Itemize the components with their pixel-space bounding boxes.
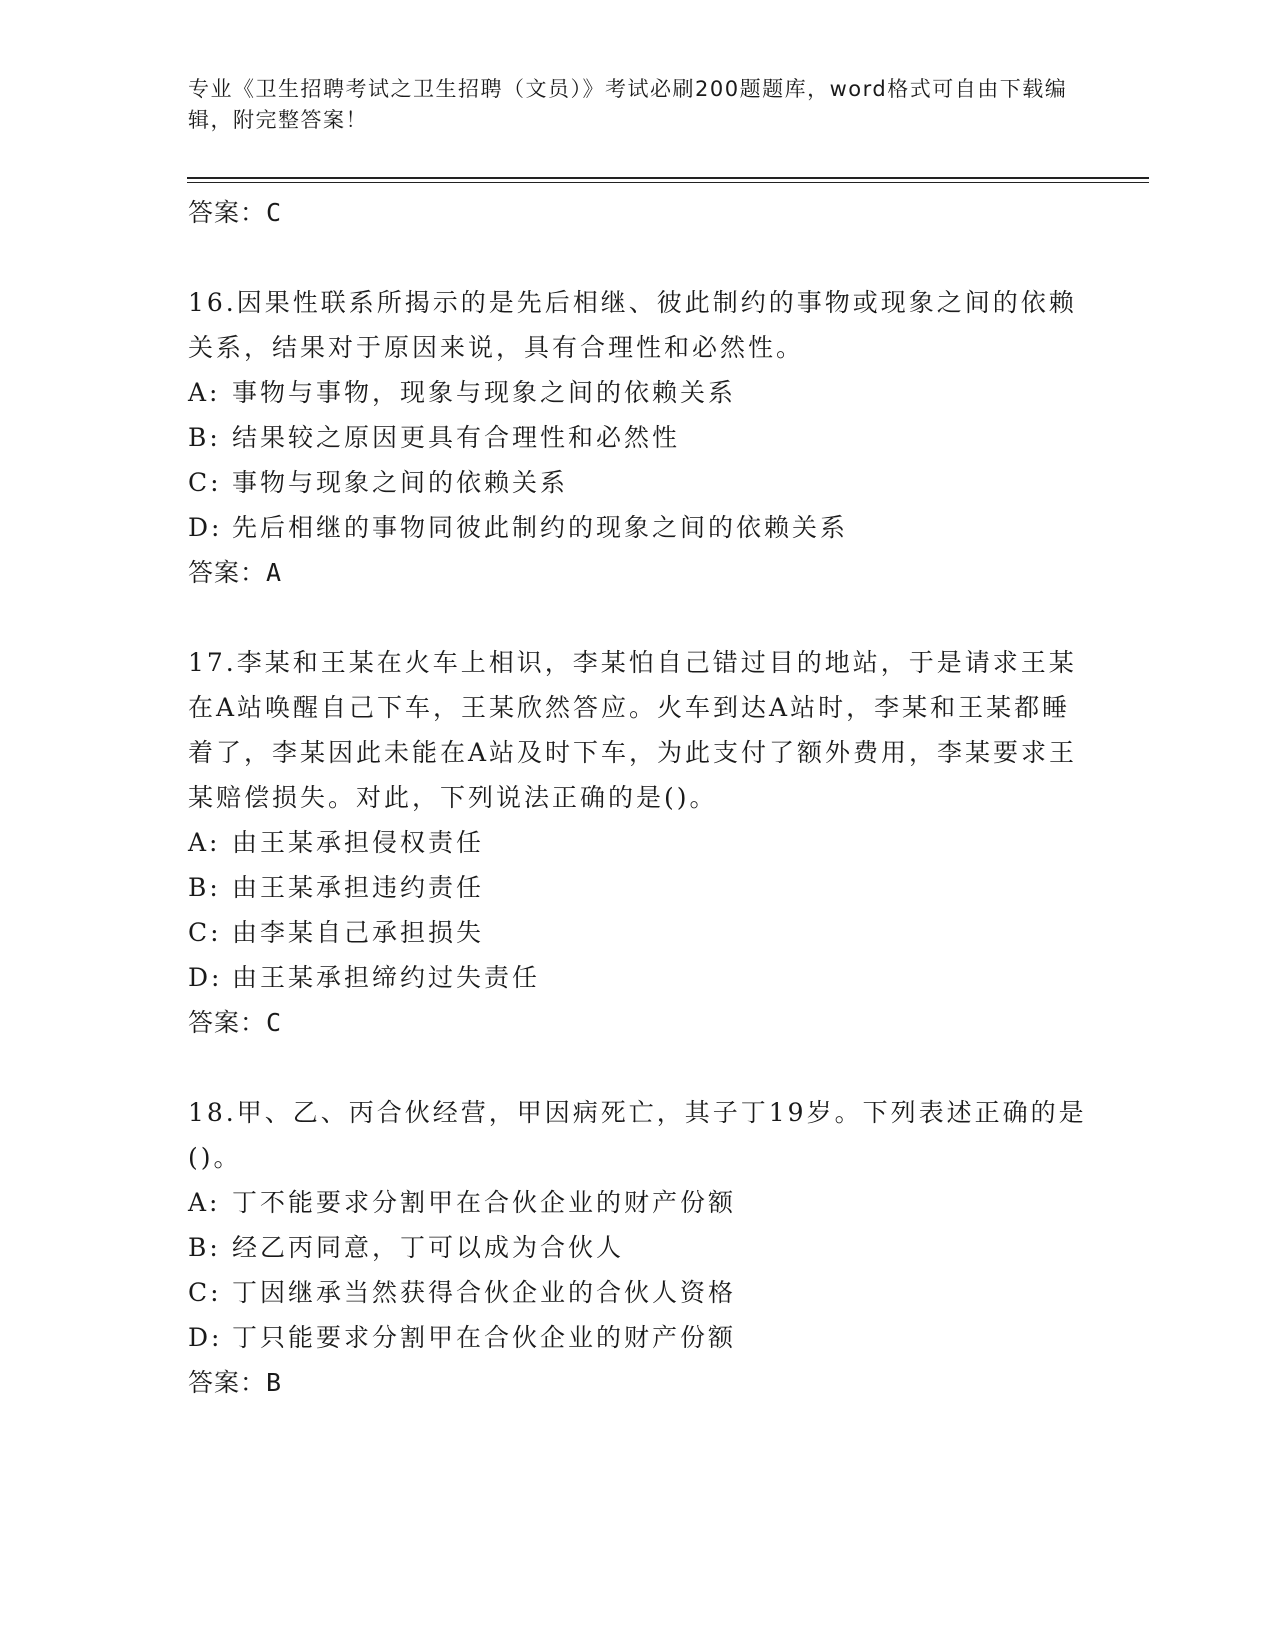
- option-letter: A:: [188, 378, 221, 407]
- option-d: [188, 1315, 1088, 1360]
- question-list: [188, 190, 1088, 1405]
- page-header: 专业《卫生招聘考试之卫生招聘（文员）》考试必刷200题题库，word格式可自由下载编辑，附完整答案！: [188, 77, 1068, 132]
- option-c: [188, 910, 1088, 955]
- spacer: [188, 1045, 1088, 1090]
- question-16: [188, 280, 1088, 595]
- option-text: 丁不能要求分割甲在合伙企业的财产份额: [232, 1188, 737, 1217]
- option-c: [188, 460, 1088, 505]
- option-a: [188, 370, 1088, 415]
- option-a: [188, 1180, 1088, 1225]
- option-a: [188, 820, 1088, 865]
- option-d: [188, 505, 1088, 550]
- option-text: 由王某承担违约责任: [232, 873, 485, 902]
- answer-value: C: [266, 1008, 283, 1037]
- question-17: [188, 640, 1088, 1045]
- option-text: 事物与现象之间的依赖关系: [232, 468, 569, 497]
- option-text: 经乙丙同意，丁可以成为合伙人: [232, 1233, 625, 1262]
- answer-line: [188, 1000, 1088, 1045]
- answer-value: A: [266, 558, 283, 587]
- option-letter: B:: [188, 423, 221, 452]
- option-text: 由李某自己承担损失: [232, 918, 485, 947]
- option-b: [188, 415, 1088, 460]
- question-18: [188, 1090, 1088, 1405]
- option-letter: B:: [188, 1233, 221, 1262]
- option-letter: C:: [188, 1278, 222, 1307]
- answer-label: 答案：: [188, 198, 267, 227]
- option-text: 先后相继的事物同彼此制约的现象之间的依赖关系: [232, 513, 849, 542]
- header-divider: [187, 177, 1149, 179]
- option-text: 丁因继承当然获得合伙企业的合伙人资格: [232, 1278, 737, 1307]
- option-letter: D:: [188, 1323, 223, 1352]
- spacer: [188, 595, 1088, 640]
- option-d: [188, 955, 1088, 1000]
- option-letter: D:: [188, 513, 223, 542]
- option-letter: A:: [188, 1188, 221, 1217]
- answer-label: 答案：: [188, 1368, 267, 1397]
- question-stem: 16.因果性联系所揭示的是先后相继、彼此制约的事物或现象之间的依赖关系，结果对于原因来说，具有合理性和必然性。: [188, 288, 1077, 362]
- option-letter: B:: [188, 873, 221, 902]
- option-text: 由王某承担缔约过失责任: [232, 963, 541, 992]
- answer-line: [188, 190, 1088, 235]
- answer-line: [188, 550, 1088, 595]
- answer-value: C: [266, 198, 283, 227]
- answer-label: 答案：: [188, 558, 267, 587]
- option-text: 结果较之原因更具有合理性和必然性: [232, 423, 681, 452]
- spacer: [188, 235, 1088, 280]
- answer-line: [188, 1360, 1088, 1405]
- option-letter: D:: [188, 963, 223, 992]
- option-b: [188, 1225, 1088, 1270]
- option-text: 由王某承担侵权责任: [232, 828, 485, 857]
- header-divider-thin: [187, 182, 1149, 183]
- option-text: 丁只能要求分割甲在合伙企业的财产份额: [232, 1323, 737, 1352]
- option-c: [188, 1270, 1088, 1315]
- option-letter: C:: [188, 468, 222, 497]
- option-letter: C:: [188, 918, 222, 947]
- option-b: [188, 865, 1088, 910]
- answer-label: 答案：: [188, 1008, 267, 1037]
- option-letter: A:: [188, 828, 221, 857]
- question-stem: 17.李某和王某在火车上相识，李某怕自己错过目的地站，于是请求王某在A站唤醒自己下车，王某欣然答应。火车到达A站时，李某和王某都睡着了，李某因此未能在A站及时下车，为此支付了额外费用，李某要求王某赔偿损失。对此，下列说法正确的是()。: [188, 648, 1078, 812]
- option-text: 事物与事物，现象与现象之间的依赖关系: [232, 378, 737, 407]
- question-stem: 18.甲、乙、丙合伙经营，甲因病死亡，其子丁19岁。下列表述正确的是()。: [188, 1098, 1087, 1172]
- answer-value: B: [266, 1368, 283, 1397]
